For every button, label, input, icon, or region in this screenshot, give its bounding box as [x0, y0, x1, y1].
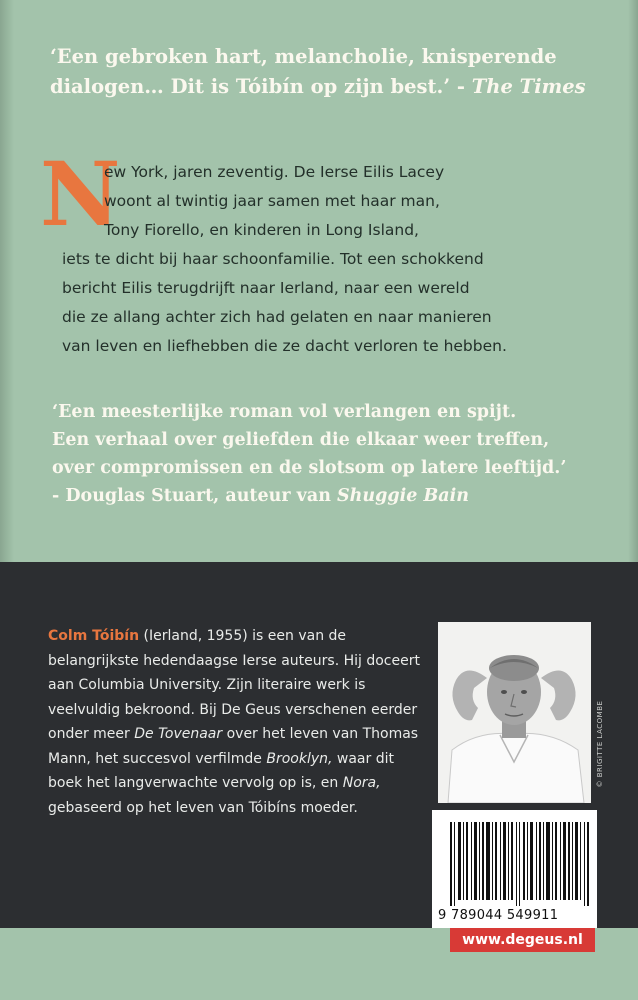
blurb-line: die ze allang achter zich had gelaten en naar manieren [62, 308, 492, 326]
photo-credit [595, 690, 605, 810]
bio-text: (Ierland, 1955) is een van de belangrijkste hedendaagse Ierse auteurs. Hij doceert aan Columbia University. Zijn literaire werk is veelvuldig bekroond. Bij De Geus verschenen eerder onder meer [48, 628, 420, 742]
bio-text: waar dit boek het langverwachte vervolg op is, en [48, 750, 394, 791]
middle-review-quote [52, 398, 622, 510]
top-review-quote [50, 42, 610, 102]
bio-book-title: Brooklyn, [266, 750, 333, 767]
author-photo [438, 622, 591, 803]
attribution-book-title: Shuggie Bain [337, 486, 469, 506]
blurb-line: Tony Fiorello, en kinderen in Long Island, [104, 221, 419, 239]
author-portrait-illustration [438, 622, 591, 803]
photo-credit-text: © BRIGITTE LACOMBE [596, 700, 604, 788]
top-quote-line-1: ‘Een gebroken hart, melancholie, knisperende [50, 45, 557, 68]
bio-text: gebaseerd op het leven van Tóibíns moeder. [48, 799, 358, 816]
bio-book-title: Nora, [342, 775, 381, 791]
mid-quote-attribution [52, 482, 622, 510]
author-name: Colm Tóibín [48, 628, 140, 644]
top-quote-line-2: dialogen… Dit is Tóibín op zijn best.’ - [50, 75, 472, 98]
blurb-line: iets te dicht bij haar schoonfamilie. Tot een schokkend [62, 250, 484, 268]
mid-quote-line: Een verhaal over geliefden die elkaar weer treffen, [52, 430, 550, 450]
synopsis-blurb [62, 158, 602, 361]
drop-cap-letter: N [40, 142, 121, 246]
bio-book-title: De Tovenaar [134, 726, 223, 742]
top-quote-source: The Times [471, 75, 586, 98]
barcode-icon [450, 822, 592, 906]
blurb-line: bericht Eilis terugdrijft naar Ierland, naar een wereld [62, 279, 470, 297]
blurb-line: woont al twintig jaar samen met haar man, [104, 192, 440, 210]
author-bio [48, 624, 428, 820]
barcode-label [432, 810, 597, 928]
attribution-text: - Douglas Stuart, auteur van [52, 486, 338, 506]
isbn-number: 9 789044 549911 [438, 908, 559, 923]
publisher-url: www.degeus.nl [450, 928, 595, 952]
mid-quote-line: ‘Een meesterlijke roman vol verlangen en spijt. [52, 402, 517, 422]
bio-text: over het leven van Thomas Mann, het succesvol verfilmde [48, 726, 419, 767]
mid-quote-line: over compromissen en de slotsom op latere leeftijd.’ [52, 458, 567, 478]
blurb-line: ew York, jaren zeventig. De Ierse Eilis Lacey [104, 163, 445, 181]
blurb-line: van leven en liefhebben die ze dacht verloren te hebben. [62, 337, 507, 355]
